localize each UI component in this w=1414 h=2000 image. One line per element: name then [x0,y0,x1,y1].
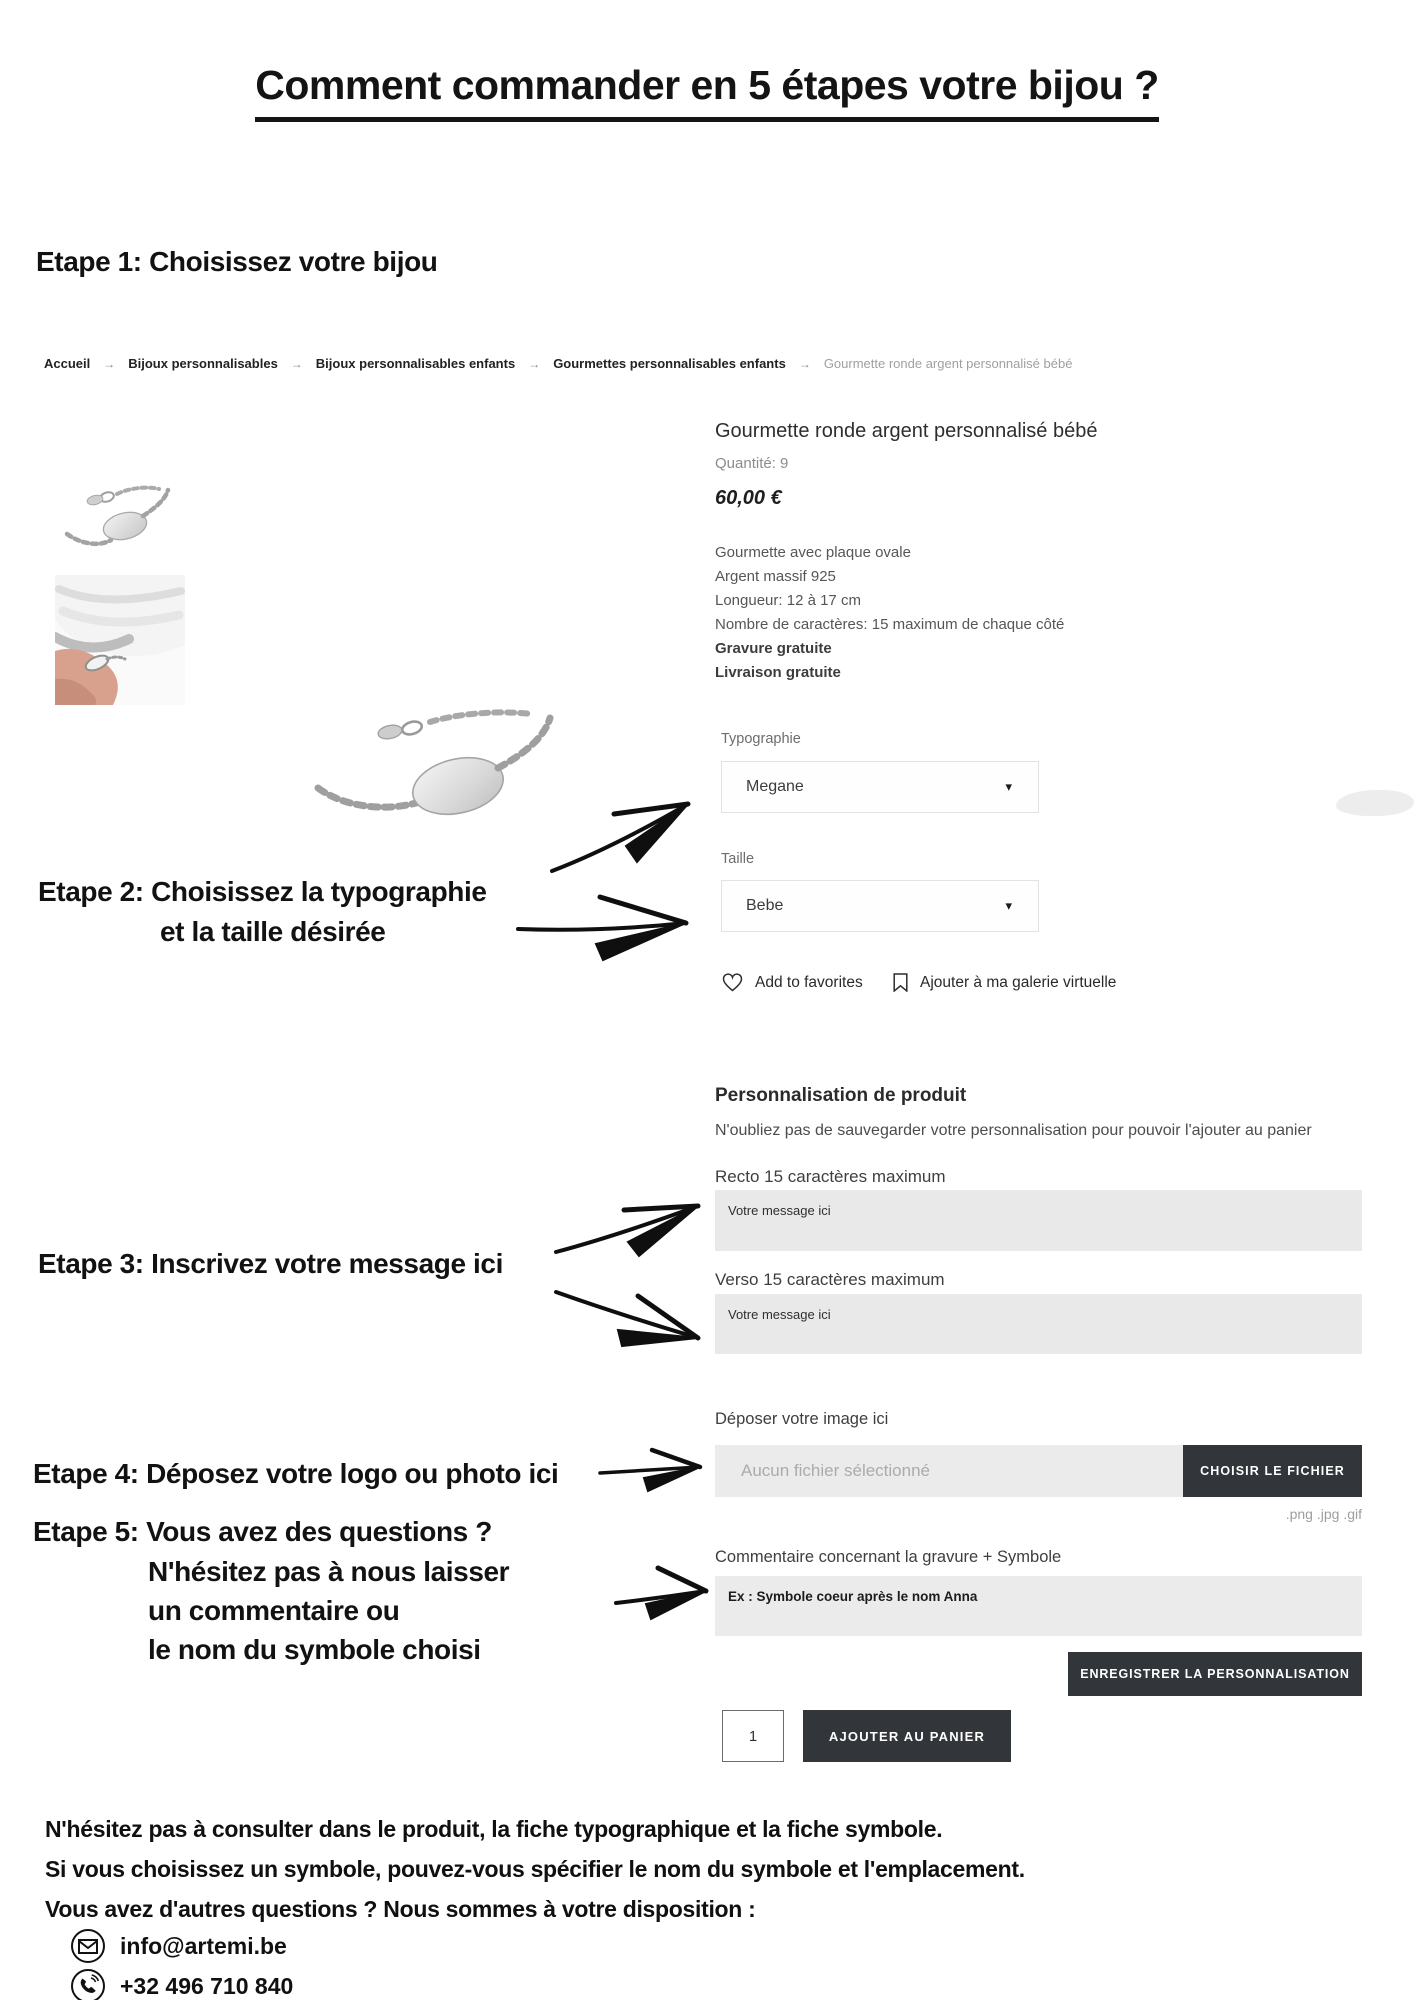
product-image-main[interactable] [300,690,580,840]
comment-input[interactable] [715,1576,1362,1636]
description-line-engraving: Gravure gratuite [715,640,832,657]
description-line-shipping: Livraison gratuite [715,664,841,681]
description-line: Gourmette avec plaque ovale [715,544,911,561]
add-to-favorites-button[interactable] [722,973,863,992]
comment-placeholder: Ex : Symbole coeur après le nom Anna [728,1589,978,1604]
contact-phone-row [70,1968,293,2000]
footer-note-line2: Si vous choisissez un symbole, pouvez-vous spécifier le nom du symbole et l'emplacement. [45,1856,1025,1882]
description-line: Nombre de caractères: 15 maximum de chaque côté [715,616,1065,633]
breadcrumb-link-bijoux-personnalisables[interactable]: Bijoux personnalisables [128,356,278,371]
chevron-down-icon: ▾ [1005,779,1012,794]
quantity-input[interactable]: 1 [722,1710,784,1762]
arrow-to-file-input [600,1450,700,1491]
breadcrumb-separator-icon: → [290,356,303,371]
footer-phone: +32 496 710 840 [120,1972,294,1999]
product-title: Gourmette ronde argent personnalisé bébé [715,420,1098,442]
recto-placeholder: Votre message ici [728,1203,831,1218]
breadcrumb [44,356,1072,371]
file-types-hint: .png .jpg .gif [1285,1506,1362,1522]
choose-file-button[interactable]: CHOISIR LE FICHIER [1183,1445,1362,1497]
product-description [715,541,1064,685]
arrow-to-recto-input [556,1206,698,1256]
contact-email-row [70,1928,287,1964]
step5-heading-line4: le nom du symbole choisi [148,1634,481,1665]
save-personalization-button[interactable]: ENREGISTRER LA PERSONNALISATION [1068,1652,1362,1696]
breadcrumb-link-accueil[interactable]: Accueil [44,356,91,371]
bracelet-thumbnail-image [55,472,185,567]
phone-icon [70,1968,106,2000]
breadcrumb-link-bijoux-enfants[interactable]: Bijoux personnalisables enfants [315,356,516,371]
step5-heading-line3: un commentaire ou [148,1595,400,1626]
footer-note-line1: N'hésitez pas à consulter dans le produit, la fiche typographique et la fiche symbole. [45,1816,943,1842]
footer-email: info@artemi.be [120,1932,287,1959]
verso-label: Verso 15 caractères maximum [715,1270,945,1289]
step2-heading-line1: Etape 2: Choisissez la typographie [38,876,487,907]
arrow-to-size-select [518,897,686,960]
email-icon [70,1928,106,1964]
typography-label: Typographie [721,731,801,747]
upload-label: Déposer votre image ici [715,1410,889,1428]
step2-heading-line2: et la taille désirée [160,916,386,947]
arrow-to-verso-input [556,1292,698,1346]
step5-heading-line1: Etape 5: Vous avez des questions ? [33,1516,492,1547]
add-to-gallery-label: Ajouter à ma galerie virtuelle [920,973,1117,991]
description-line: Longueur: 12 à 17 cm [715,592,861,609]
chevron-down-icon: ▾ [1005,898,1012,913]
recto-label: Recto 15 caractères maximum [715,1167,946,1186]
size-label: Taille [721,851,755,867]
personalization-heading: Personnalisation de produit [715,1085,967,1106]
bracelet-main-image [300,690,580,840]
typography-selected-value: Megane [746,778,804,795]
footer-note-line3: Vous avez d'autres questions ? Nous sommes à votre disposition : [45,1896,756,1922]
heart-icon [722,973,743,992]
verso-placeholder: Votre message ici [728,1307,831,1322]
step1-heading: Etape 1: Choisissez votre bijou [36,246,438,277]
product-price: 60,00 € [715,487,782,509]
arrow-to-comment-input [616,1568,706,1619]
step4-heading: Etape 4: Déposez votre logo ou photo ici [33,1458,559,1489]
recto-input[interactable] [715,1190,1362,1251]
add-to-gallery-button[interactable] [893,973,1116,992]
breadcrumb-current: Gourmette ronde argent personnalisé bébé [823,356,1073,371]
baby-thumbnail-image [55,575,185,705]
product-thumbnail-bracelet[interactable] [55,472,185,567]
decorative-blob [1336,790,1414,816]
file-input[interactable] [715,1445,1183,1497]
verso-input[interactable] [715,1294,1362,1354]
product-thumbnail-baby[interactable] [55,575,185,705]
comment-label: Commentaire concernant la gravure + Symbole [715,1548,1062,1566]
add-to-favorites-label: Add to favorites [755,973,863,991]
step3-heading: Etape 3: Inscrivez votre message ici [38,1248,503,1279]
product-quantity: Quantité: 9 [715,455,789,472]
description-line: Argent massif 925 [715,568,836,585]
step5-heading-line2: N'hésitez pas à nous laisser [148,1556,510,1587]
typography-select[interactable] [721,761,1039,813]
size-select[interactable] [721,880,1039,932]
page-title: Comment commander en 5 étapes votre bijou ? [255,62,1158,122]
bookmark-icon [893,973,908,992]
add-to-cart-button[interactable]: AJOUTER AU PANIER [803,1710,1011,1762]
breadcrumb-separator-icon: → [528,356,541,371]
personalization-note: N'oubliez pas de sauvegarder votre personnalisation pour pouvoir l'ajouter au panier [715,1122,1312,1139]
breadcrumb-link-gourmettes-enfants[interactable]: Gourmettes personnalisables enfants [553,356,786,371]
breadcrumb-separator-icon: → [798,356,811,371]
breadcrumb-separator-icon: → [103,356,116,371]
file-placeholder: Aucun fichier sélectionné [741,1461,931,1480]
size-selected-value: Bebe [746,897,784,914]
